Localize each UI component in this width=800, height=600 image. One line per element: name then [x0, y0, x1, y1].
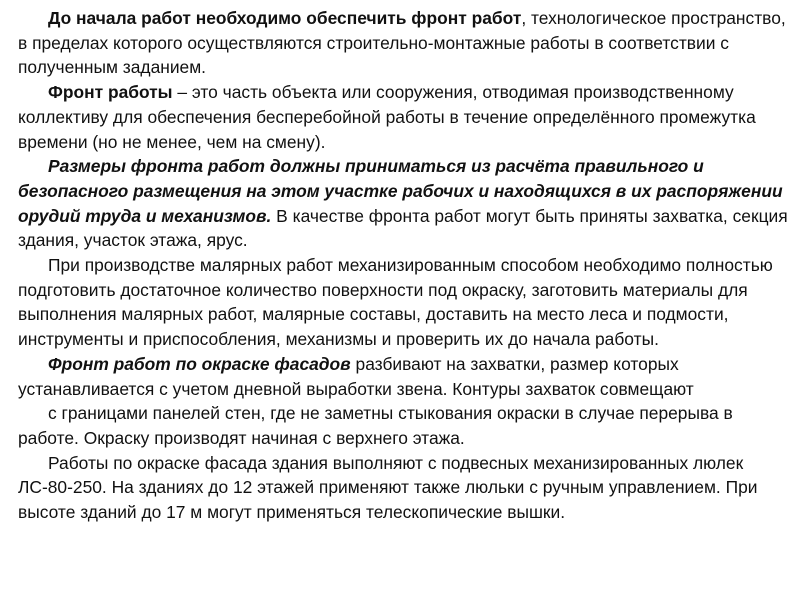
- emphasis-bold-italic: Фронт работ по окраске фасадов: [48, 353, 351, 374]
- paragraph-text: с границами панелей стен, где не заметны стыкования окраски в случае перерыва в работе. Окраску производят начиная с верхнего этажа.: [18, 403, 733, 448]
- paragraph-text: , технологическое пространство, в пределах которого осуществляются строительно-монтажные работы в соответствии с полученным заданием.: [18, 8, 786, 78]
- paragraph-text: При производстве малярных работ механизированным способом необходимо полностью подготовить достаточное количество поверхности под окраску, заготовить материалы для выполнения малярных работ, малярные составы, доставить на место леса и подмости, инструменты и приспособления, механизмы и проверить их до начала работы.: [18, 255, 773, 350]
- paragraph-text: В качестве фронта работ могут быть приняты захватка, секция здания, участок этажа, ярус.: [18, 205, 788, 251]
- paragraph-painting-preparation: [18, 253, 788, 352]
- emphasis-bold: До начала работ необходимо обеспечить фронт работ: [48, 8, 522, 28]
- paragraph-front-size: [18, 154, 788, 253]
- paragraph-front-of-work-definition: [18, 80, 788, 154]
- paragraph-panel-boundaries: [18, 401, 788, 450]
- paragraph-facade-cradles: [18, 451, 788, 525]
- paragraph-text: – это часть объекта или сооружения, отводимая производственному коллективу для обеспечения бесперебойной работы в течение определённого промежутка времени (но не менее, чем на смену).: [18, 82, 756, 152]
- document-page: [18, 6, 788, 525]
- emphasis-bold-italic: Размеры фронта работ должны приниматься из расчёта правильного и безопасного размещения на этом участке рабочих и находящихся в их распоряжении орудий труда и механизмов.: [18, 156, 783, 226]
- paragraph-text: Работы по окраске фасада здания выполняют с подвесных механизированных люлек ЛС-80-250. На зданиях до 12 этажей применяют также люльки с ручным управлением. При высоте зданий до 17 м могут применяться телескопические вышки.: [18, 452, 758, 523]
- paragraph-facade-painting-front: [18, 352, 788, 401]
- paragraph-text: разбивают на захватки, размер которых устанавливается с учетом дневной выработки звена. Контуры захваток совмещают: [18, 353, 694, 399]
- paragraph-front-of-works-intro: [18, 6, 788, 80]
- emphasis-bold: Фронт работы: [48, 82, 173, 103]
